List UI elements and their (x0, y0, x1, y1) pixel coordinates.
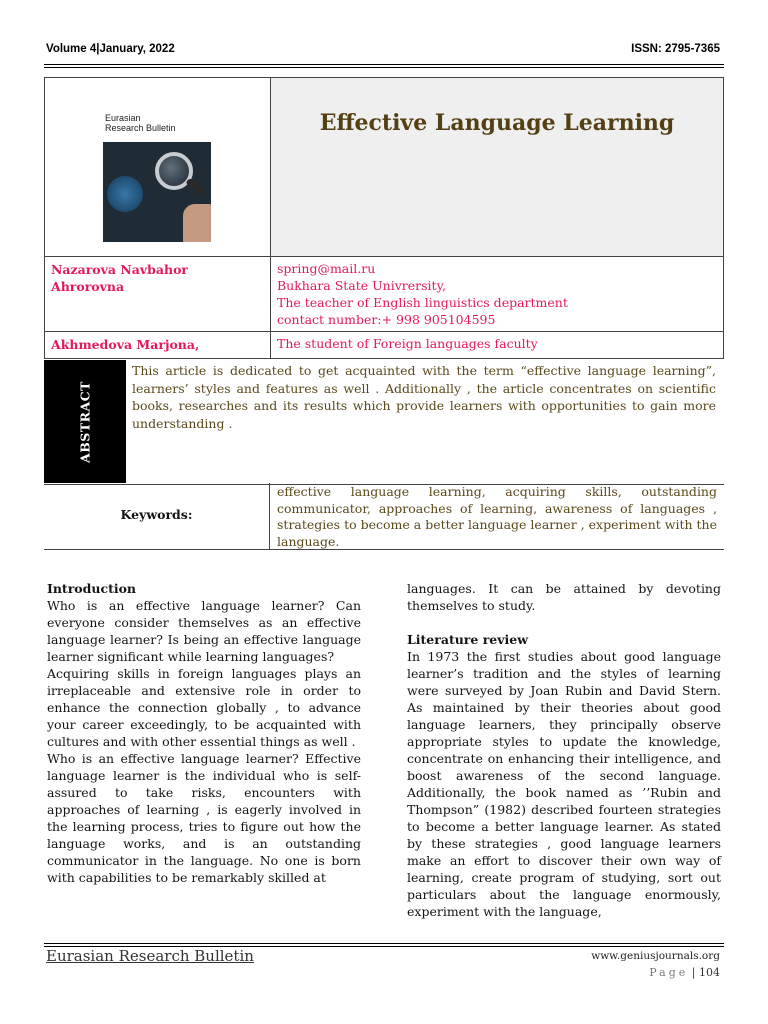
title-cell (271, 78, 724, 257)
volume-date: Volume 4|January, 2022 (46, 43, 175, 55)
hand-graphic (183, 204, 211, 242)
author-university: Bukhara State Univrersity, (277, 278, 446, 293)
literature-paragraph-1: In 1973 the first studies about good language learner’s tradition and the styles of learning were surveyed by Joan Rubin and David Stern. As maintained by their theories about good language learners, they principally observe appropriate styles to update the knowledge, concentrate on enhancing their intelligence, and boost awareness of the second language. Additionally, the book named as ’’Rubin and Thompson” (1982) described fourteen strategies to become a better language learner. As stated by these strategies , good language learners make an effort to discover their own way of learning, create program of studying, sort out particulars about the language enormously, experiment with the language, (407, 649, 721, 919)
header-rule-2 (44, 67, 724, 68)
author-department: The teacher of English linguistics department (277, 295, 568, 310)
header-rule (44, 64, 724, 65)
introduction-heading: Introduction (47, 581, 137, 596)
abstract-section (44, 358, 724, 485)
cover-cell (45, 78, 271, 257)
footer-website: www.geniusjournals.org (591, 950, 720, 962)
article-meta-table (44, 77, 724, 359)
abstract-text: This article is dedicated to get acquainted with the term “effective language learning”, learners’ styles and features as well . Additionally , the article concentrates on scientific books, researches and its results which provide learners with opportunities to gain more understanding . (132, 363, 716, 431)
right-paragraph-1: languages. It can be attained by devoting themselves to study. (407, 581, 721, 613)
author-email: spring@mail.ru (277, 261, 376, 276)
keywords-divider (269, 483, 270, 549)
keywords-text: effective language learning, acquiring skills, outstanding communicator, approaches of learning, awareness of languages , strategies to become a better language learner , experiment with the language. (277, 484, 717, 549)
author-contact: contact number:+ 998 905104595 (277, 312, 496, 327)
author-affiliation-2 (271, 332, 724, 359)
footer-rule (44, 943, 724, 944)
author-affiliation-1 (271, 257, 724, 332)
abstract-label-box (44, 360, 126, 483)
footer-page (649, 966, 720, 979)
intro-paragraph-1: Who is an effective language learner? Can everyone consider themselves as an effective language learner? Is being an effective language learner significant while learning languages? (47, 598, 361, 664)
literature-review-heading: Literature review (407, 632, 528, 647)
journal-cover-image (103, 108, 211, 242)
issn: ISSN: 2795-7365 (631, 43, 720, 55)
globe-icon (107, 176, 143, 212)
page-number: 104 (699, 966, 720, 979)
article-title: Effective Language Learning (319, 110, 675, 136)
cover-title-line2: Research Bulletin (105, 123, 176, 133)
cover-title-line1: Eurasian (105, 113, 141, 123)
keywords-label: Keywords: (120, 507, 193, 522)
page-separator: | (691, 966, 696, 979)
author-name-1: Nazarova Navbahor Ahrorovna (45, 257, 271, 332)
footer-journal-name: Eurasian Research Bulletin (46, 947, 254, 965)
intro-paragraph-2: Acquiring skills in foreign languages plays an irreplaceable and extensive role in order to enhance the connection globally , to advance your career exceedingly, to be acquainted with cultures and with other essential things as well . (47, 666, 361, 749)
body-column-right (407, 580, 721, 920)
author-name-2: Akhmedova Marjona, (45, 332, 271, 359)
intro-paragraph-3: Who is an effective language learner? Effective language learner is the individual who is self-assured to take risks, encounters with approaches of learning , is eagerly involved in the learning process, tries to figure out how the language works, and is an outstanding communicator in the language. No one is born with capabilities to be remarkably skilled at (47, 751, 361, 885)
page-label: Page (649, 966, 689, 979)
author-2-faculty: The student of Foreign languages faculty (277, 336, 538, 351)
keywords-section (44, 483, 724, 550)
abstract-label: ABSTRACT (77, 381, 93, 463)
body-column-left (47, 580, 361, 886)
